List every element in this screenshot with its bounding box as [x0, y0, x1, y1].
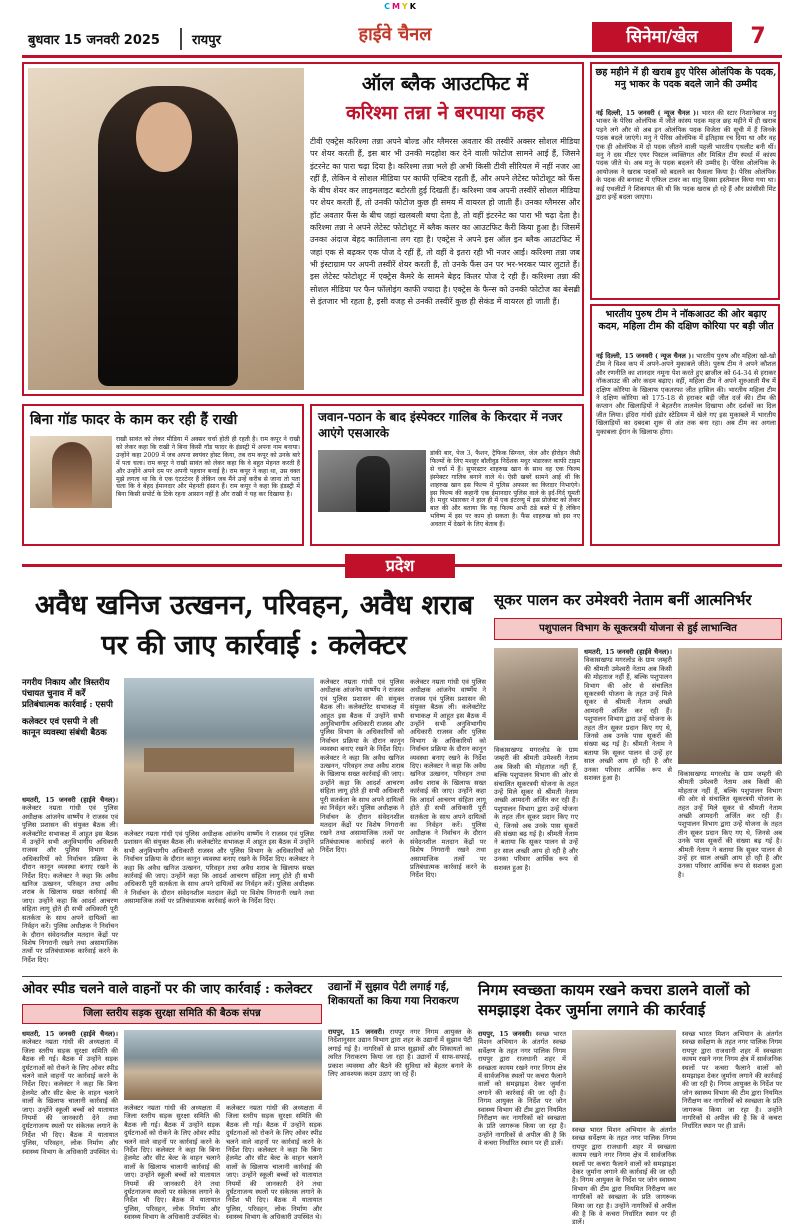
srk-body: डांकी बार, पेज 3, फैशन, ट्रैफिक सिग्नल, जेल और हीरोइन जैसी फिल्मों के लिए मशहूर बॉलीवुड निर्देशक मधुर भंडारकर काफी टाइम से चर्चा में हैं। सुपरस्टार शाहरुख खान के साथ वह एक फिल्म इंस्पेक्टर गालिब बनाने वाले थे। ऐसी खबरें सामने आई थीं कि शाहरुख खान इस फिल्म में पुलिस अफसर का किरदार निभाएंगे। इस फिल्म की कहानी एक ईमानदार पुलिस वाले के इर्द-गिर्द घूमती है। मधुर भंडारकर ने हाल ही में एक इंटरव्यू में इस प्रोजेक्ट को लेकर बात की और बताया कि यह फिल्म अभी ठंडे बस्ते में है लेकिन भविष्य में इस पर काम हो सकता है। फैंस शाहरुख को इस नए अवतार में देखने के लिए बेताब हैं। [430, 450, 580, 529]
masthead-divider [180, 28, 182, 50]
cmyk-y: Y [401, 2, 408, 11]
karishma-photo [28, 68, 304, 390]
issue-city: रायपुर [192, 33, 221, 48]
khokho-dateline: नई दिल्ली, 15 जनवरी ( न्यूज चैनल )। [596, 352, 694, 360]
nigam-dateline: रायपुर, 15 जनवरी। [478, 1030, 532, 1038]
mining-body-col4: कलेक्टर नम्रता गांधी एवं पुलिस अधीक्षक आंजनेय वार्ष्णेय ने राजस्व एवं पुलिस प्रशासन की संयुक्त बैठक ली। कलेक्टोरेट सभाकक्ष में आहूत इस बैठक में उन्होंने सभी अनुविभागीय अधिकारी राजस्व और पुलिस विभाग के अधिकारियों को निर्वाचन प्रक्रिया के दौरान कानून व्यवस्था बनाए रखने के निर्देश दिए। कलेक्टर ने कहा कि अवैध खनिज उत्खनन, परिवहन तथा अवैध शराब के खिलाफ सख्त कार्रवाई की जाए। उन्होंने कहा कि आदर्श आचरण संहिता लागू होते ही सभी अधिकारी पूरी सतर्कता के साथ अपने दायित्वों का निर्वहन करें। पुलिस अधीक्षक ने निर्वाचन के दौरान संवेदनशील मतदान केंद्रों पर विशेष निगरानी रखने तथा असामाजिक तत्वों पर प्रतिबंधात्मक कार्रवाई करने के निर्देश दिए। [410, 678, 486, 880]
udyan-body [328, 1028, 472, 1220]
medal-story [590, 62, 780, 300]
mining-bullet-2: कलेक्टर एवं एसपी ने ली कानून व्यवस्था संबंधी बैठक [22, 717, 107, 738]
lead-story [22, 62, 584, 396]
nigam-photo [572, 1030, 676, 1122]
page-number: 7 [750, 24, 766, 49]
mining-bullet-1: नगरीय निकाय और त्रिस्तरीय पंचायत चुनाव में कर्रें प्रतिबंधात्मक कार्रवाई : एसपी [22, 678, 113, 710]
mining-body-col2: कलेक्टर नम्रता गांधी एवं पुलिस अधीक्षक आंजनेय वार्ष्णेय ने राजस्व एवं पुलिस प्रशासन की संयुक्त बैठक ली। कलेक्टोरेट सभाकक्ष में आहूत इस बैठक में उन्होंने सभी अनुविभागीय अधिकारी राजस्व और पुलिस विभाग के अधिकारियों को निर्वाचन प्रक्रिया के दौरान कानून व्यवस्था बनाए रखने के निर्देश दिए। कलेक्टर ने कहा कि अवैध खनिज उत्खनन, परिवहन तथा अवैध शराब के खिलाफ सख्त कार्रवाई की जाए। उन्होंने कहा कि आदर्श आचरण संहिता लागू होते ही सभी अधिकारी पूरी सतर्कता के साथ अपने दायित्वों का निर्वहन करें। पुलिस अधीक्षक ने निर्वाचन के दौरान संवेदनशील मतदान केंद्रों पर विशेष निगरानी रखने तथा असामाजिक तत्वों पर प्रतिबंधात्मक कार्रवाई करने के निर्देश दिए। [124, 830, 314, 906]
masthead-rule [22, 55, 782, 58]
rakhi-photo [30, 436, 112, 508]
udyan-text: रायपुर नगर निगम आयुक्त के निर्देशानुसार उद्यान विभाग द्वारा शहर के उद्यानों में सुझाव पेटी लगाई गई है। नागरिकों से प्राप्त सुझावों और शिकायतों का त्वरित निराकरण किया जा रहा है। उद्यानों में साफ-सफाई, प्रकाश व्यवस्था और बैठने की सुविधा को बेहतर बनाने के लिए आवश्यक कदम उठाए जा रहे हैं। [328, 1028, 472, 1079]
mining-text: कलेक्टर नम्रता गांधी एवं पुलिस अधीक्षक आंजनेय वार्ष्णेय ने राजस्व एवं पुलिस प्रशासन की संयुक्त बैठक ली। कलेक्टोरेट सभाकक्ष में आहूत इस बैठक में उन्होंने सभी अनुविभागीय अधिकारी राजस्व और पुलिस विभाग के अधिकारियों को निर्वाचन प्रक्रिया के दौरान कानून व्यवस्था बनाए रखने के निर्देश दिए। कलेक्टर ने कहा कि अवैध खनिज उत्खनन, परिवहन तथा अवैध शराब के खिलाफ सख्त कार्रवाई की जाए। उन्होंने कहा कि आदर्श आचरण संहिता लागू होते ही सभी अधिकारी पूरी सतर्कता के साथ अपने दायित्वों का निर्वहन करें। पुलिस अधीक्षक ने निर्वाचन के दौरान संवेदनशील मतदान केंद्रों पर विशेष निगरानी रखने तथा असामाजिक तत्वों पर प्रतिबंधात्मक कार्रवाई करने के निर्देश दिए। [22, 804, 118, 964]
piggery-dateline: धमतरी, 15 जनवरी (हाईवे चैनल)। [584, 648, 672, 656]
khokho-body [596, 352, 776, 542]
meeting-table [144, 748, 294, 772]
medal-body [596, 109, 776, 297]
speed-text: कलेक्टर नम्रता गांधी की अध्यक्षता में जिला स्तरीय सड़क सुरक्षा समिति की बैठक ली गई। बैठक में उन्होंने सड़क दुर्घटनाओं को रोकने के लिए ओवर स्पीड चलने वाले वाहनों पर कार्रवाई करने के निर्देश दिए। कलेक्टर ने कहा कि बिना हेलमेट और सीट बेल्ट के वाहन चलाने वालों के खिलाफ चालानी कार्रवाई की जाए। उन्होंने स्कूली बच्चों को यातायात नियमों की जानकारी देने तथा दुर्घटनाजन्य स्थलों पर संकेतक लगाने के निर्देश भी दिए। बैठक में यातायात पुलिस, परिवहन, लोक निर्माण और स्वास्थ्य विभाग के अधिकारी उपस्थित थे। [22, 1038, 118, 1156]
piggery-photo-2 [678, 648, 782, 764]
udyan-headline: उद्यानों में सुझाव पेटी लगाई गई, शिकायतों का किया गया निराकरण [328, 981, 459, 1007]
speed-body-col2: कलेक्टर नम्रता गांधी की अध्यक्षता में जिला स्तरीय सड़क सुरक्षा समिति की बैठक ली गई। बैठक में उन्होंने सड़क दुर्घटनाओं को रोकने के लिए ओवर स्पीड चलने वाले वाहनों पर कार्रवाई करने के निर्देश दिए। कलेक्टर ने कहा कि बिना हेलमेट और सीट बेल्ट के वाहन चलाने वालों के खिलाफ चालानी कार्रवाई की जाए। उन्होंने स्कूली बच्चों को यातायात नियमों की जानकारी देने तथा दुर्घटनाजन्य स्थलों पर संकेतक लगाने के निर्देश भी दिए। बैठक में यातायात पुलिस, परिवहन, लोक निर्माण और स्वास्थ्य विभाग के अधिकारी उपस्थित थे। [124, 1104, 220, 1222]
lead-headline [310, 70, 580, 132]
piggery-subhead: पशुपालन विभाग के सूकरत्रयी योजना से हुई लाभान्वित [494, 618, 782, 640]
speed-meeting-photo [124, 1030, 322, 1100]
section-title: सिनेमा/खेल [592, 22, 732, 52]
nigam-body-col1 [478, 1030, 566, 1220]
srk-story [310, 404, 584, 546]
piggery-body-col2: विकासखण्ड मगरलोड के ग्राम जम्हरी की श्रीमती उमेश्वरी नेताम अब किसी की मोहताज नहीं हैं, बल्कि पशुपालन विभाग की ओर से संचालित सूकरत्रयी योजना के तहत उन्हें मिले सूकर से श्रीमती नेताम अच्छी आमदनी अर्जित कर रही हैं। पशुपालन विभाग द्वारा उन्हें योजना के तहत तीन सूकर प्रदान किए गए थे, जिनसे अब उनके पास सूकरों की संख्या बढ़ गई है। श्रीमती नेताम ने बताया कि सूकर पालन से उन्हें हर साल अच्छी आय हो रही है और उनका परिवार आर्थिक रूप से सशक्त हुआ है। [678, 770, 782, 879]
mining-body-col3: कलेक्टर नम्रता गांधी एवं पुलिस अधीक्षक आंजनेय वार्ष्णेय ने राजस्व एवं पुलिस प्रशासन की संयुक्त बैठक ली। कलेक्टोरेट सभाकक्ष में आहूत इस बैठक में उन्होंने सभी अनुविभागीय अधिकारी राजस्व और पुलिस विभाग के अधिकारियों को निर्वाचन प्रक्रिया के दौरान कानून व्यवस्था बनाए रखने के निर्देश दिए। कलेक्टर ने कहा कि अवैध खनिज उत्खनन, परिवहन तथा अवैध शराब के खिलाफ सख्त कार्रवाई की जाए। उन्होंने कहा कि आदर्श आचरण संहिता लागू होते ही सभी अधिकारी पूरी सतर्कता के साथ अपने दायित्वों का निर्वहन करें। पुलिस अधीक्षक ने निर्वाचन के दौरान संवेदनशील मतदान केंद्रों पर विशेष निगरानी रखने तथा असामाजिक तत्वों पर प्रतिबंधात्मक कार्रवाई करने के निर्देश दिए। [320, 678, 404, 855]
piggery-headline: सूकर पालन कर उमेश्वरी नेताम बनीं आत्मनिर्भर [494, 591, 752, 609]
lead-headline-line-2: करिश्मा तन्ना ने बरपाया कहर [346, 102, 544, 124]
figure-face [136, 102, 192, 172]
piggery-photo-1 [494, 648, 578, 740]
piggery-body-col0: विकासखण्ड मगरलोड के ग्राम जम्हरी की श्रीमती उमेश्वरी नेताम अब किसी की मोहताज नहीं हैं, बल्कि पशुपालन विभाग की ओर से संचालित सूकरत्रयी योजना के तहत उन्हें मिले सूकर से श्रीमती नेताम अच्छी आमदनी अर्जित कर रही हैं। पशुपालन विभाग द्वारा उन्हें योजना के तहत तीन सूकर प्रदान किए गए थे, जिनसे अब उनके पास सूकरों की संख्या बढ़ गई है। श्रीमती नेताम ने बताया कि सूकर पालन से उन्हें हर साल अच्छी आय हो रही है और उनका परिवार आर्थिक रूप से सशक्त हुआ है। [494, 746, 578, 872]
cmyk-k: K [409, 2, 416, 11]
cmyk-m: M [391, 2, 400, 11]
speed-headline: ओवर स्पीड चलने वाले वाहनों पर की जाए कार्रवाई : कलेक्टर [22, 982, 313, 997]
mining-meeting-photo [124, 678, 314, 824]
speed-subhead: जिला स्तरीय सड़क सुरक्षा समिति की बैठक संपन्न [22, 1004, 322, 1024]
piggery-text: विकासखण्ड मगरलोड के ग्राम जम्हरी की श्रीमती उमेश्वरी नेताम अब किसी की मोहताज नहीं हैं, बल्कि पशुपालन विभाग की ओर से संचालित सूकरत्रयी योजना के तहत उन्हें मिले सूकर से श्रीमती नेताम अच्छी आमदनी अर्जित कर रही हैं। पशुपालन विभाग द्वारा उन्हें योजना के तहत तीन सूकर प्रदान किए गए थे, जिनसे अब उनके पास सूकरों की संख्या बढ़ गई है। श्रीमती नेताम ने बताया कि सूकर पालन से उन्हें हर साल अच्छी आय हो रही है और उनका परिवार आर्थिक रूप से सशक्त हुआ है। [584, 656, 672, 783]
nigam-body-col2: स्वच्छ भारत मिशन अभियान के अंतर्गत स्वच्छ सर्वेक्षण के तहत नगर पालिक निगम रायपुर द्वारा राजधानी शहर में स्वच्छता कायम रखने नगर निगम क्षेत्र में सार्वजनिक स्थलों पर कचरा फैलाने वालों को समझाइश देकर जुर्माना लगाने की कार्रवाई की जा रही है। निगम आयुक्त के निर्देश पर जोन स्वास्थ्य विभाग की टीम द्वारा नियमित निरीक्षण कर नागरिकों को स्वच्छता के प्रति जागरूक किया जा रहा है। उन्होंने नागरिकों से अपील की है कि वे कचरा निर्धारित स्थान पर ही डालें। [572, 1126, 676, 1227]
section-band: प्रदेश [345, 554, 455, 578]
nigam-body-col3: स्वच्छ भारत मिशन अभियान के अंतर्गत स्वच्छ सर्वेक्षण के तहत नगर पालिक निगम रायपुर द्वारा राजधानी शहर में स्वच्छता कायम रखने नगर निगम क्षेत्र में सार्वजनिक स्थलों पर कचरा फैलाने वालों को समझाइश देकर जुर्माना लगाने की कार्रवाई की जा रही है। निगम आयुक्त के निर्देश पर जोन स्वास्थ्य विभाग की टीम द्वारा नियमित निरीक्षण कर नागरिकों को स्वच्छता के प्रति जागरूक किया जा रहा है। उन्होंने नागरिकों से अपील की है कि वे कचरा निर्धारित स्थान पर ही डालें। [682, 1030, 782, 1131]
nigam-text: स्वच्छ भारत मिशन अभियान के अंतर्गत स्वच्छ सर्वेक्षण के तहत नगर पालिक निगम रायपुर द्वारा राजधानी शहर में स्वच्छता कायम रखने नगर निगम क्षेत्र में सार्वजनिक स्थलों पर कचरा फैलाने वालों को समझाइश देकर जुर्माना लगाने की कार्रवाई की जा रही है। निगम आयुक्त के निर्देश पर जोन स्वास्थ्य विभाग की टीम द्वारा नियमित निरीक्षण कर नागरिकों को स्वच्छता के प्रति जागरूक किया जा रहा है। उन्होंने नागरिकों से अपील की है कि वे कचरा निर्धारित स्थान पर ही डालें। [478, 1030, 566, 1148]
mining-body-col1 [22, 796, 118, 972]
speed-body-col3: कलेक्टर नम्रता गांधी की अध्यक्षता में जिला स्तरीय सड़क सुरक्षा समिति की बैठक ली गई। बैठक में उन्होंने सड़क दुर्घटनाओं को रोकने के लिए ओवर स्पीड चलने वाले वाहनों पर कार्रवाई करने के निर्देश दिए। कलेक्टर ने कहा कि बिना हेलमेट और सीट बेल्ट के वाहन चलाने वालों के खिलाफ चालानी कार्रवाई की जाए। उन्होंने स्कूली बच्चों को यातायात नियमों की जानकारी देने तथा दुर्घटनाजन्य स्थलों पर संकेतक लगाने के निर्देश भी दिए। बैठक में यातायात पुलिस, परिवहन, लोक निर्माण और स्वास्थ्य विभाग के अधिकारी उपस्थित थे। [226, 1104, 322, 1222]
udyan-dateline: रायपुर, 15 जनवरी। [328, 1028, 385, 1036]
khokho-text: भारतीय पुरुष और महिला खो-खो टीम ने विश्व कप में अपने-अपने मुकाबले जीते। पुरुष टीम ने अपने कौशल और रणनीति का शानदार नमूना पेश करते हुए ब्राजील को 64-34 से हराकर नॉकआउट की ओर कदम बढ़ाए। वहीं, महिला टीम ने अपने शुरुआती मैच में दक्षिण कोरिया के खिलाफ एकतरफा जीत हासिल की। भारतीय महिला टीम ने दक्षिण कोरिया को 175-18 से हराकर बड़ी जीत दर्ज की। टीम की कप्तान और खिलाड़ियों ने बेहतरीन तालमेल दिखाया और दर्शकों का दिल जीत लिया। इंदिरा गांधी इंडोर स्टेडियम में खेले गए इस मुकाबले में भारतीय खिलाड़ियों का दबदबा शुरू से अंत तक बना रहा। अब टीम का अगला मुकाबला ईरान के खिलाफ होगा। [596, 352, 777, 436]
mining-headline: अवैध खनिज उत्खनन, परिवहन, अवैध शराब पर की जाए कार्रवाई : कलेक्टर [34, 590, 474, 661]
khokho-headline: भारतीय पुरुष टीम ने नॉकआउट की ओर बढ़ाए कदम, महिला टीम की दक्षिण कोरिया पर बड़ी जीत [598, 309, 774, 332]
srk-headline: जवान-पठान के बाद इंस्पेक्टर गालिब के किरदार में नजर आएंगे एसआरके [318, 410, 563, 440]
lead-headline-line-1: ऑल ब्लैक आउटफिट में [361, 73, 529, 95]
cmyk-c: C [384, 2, 390, 11]
srk-photo [318, 450, 426, 512]
mining-dateline: धमतरी, 15 जनवरी (हाईवे चैनल)। [22, 796, 118, 804]
lead-body: टीवी एक्ट्रेस करिश्मा तन्ना अपने बोल्ड और ग्लैमरस अवतार की तस्वीरें अक्सर सोशल मीडिया पर शेयर करती हैं, इस बार भी उनकी मदहोश कर देने वाली फोटोज सामने आई हैं, जिसने इंटरनेट का पारा चढ़ा दिया है। करिश्मा तन्ना भले ही अभी किसी टीवी सीरियल में नहीं नजर आ रहीं हैं, लेकिन वे सोशल मीडिया पर काफी एक्टिव रहती हैं, और अपने लेटेस्ट फोटोशूट को फैंस के बीच शेयर कर लाइमलाइट बटोरती हुई दिखती हैं। करिश्मा जब अपनी तस्वीरें सोशल मीडिया पर शेयर करती हैं, तो उनकी फोटोज कुछ ही समय में वायरल हो जाती हैं। उनका ग्लैमरस और हॉट अवतार फैंस के बीच जहां खलबली बचा देता है, तो वहीं इंटरनेट का पारा भी चढ़ा देता है। करिश्मा तन्ना ने अपने लेटेस्ट फोटोशूट में ब्लैक कलर का आउटफिट कैरी किया हुआ है। जिसमें उनका अंदाज बेहद कातिलाना लग रहा है। एक्ट्रेस ने अपने इस ऑल इन ब्लैक आउटफिट में जहां एक से बढ़कर एक पोज दे रहीं हैं, तो वहीं वे इतरा रही भी नजर आई। करिश्मा तन्ना जब भी इंस्टाग्राम पर अपनी तस्वीरें शेयर करती हैं, तो उनके फैंस उन पर भर-भरकर प्यार लुटाते हैं। इस लेटेस्ट फोटोशूट में एक्ट्रेस कैमरे के सामने बेहद किलर पोज दे रही हैं। करिश्मा तन्ना की सोशल मीडिया पर फैन फॉलोइंग काफी ज्यादा है। एक्ट्रेस के फैन्स को उनकी फोटोज का बेसब्री से इंतजार भी रहता है, इसी वजह से उनकी तस्वीरें कुछ ही सेकंड में वायरल हो जाती हैं। [310, 137, 580, 306]
rakhi-figure [52, 442, 92, 508]
rakhi-headline: बिना गॉड फादर के काम कर रही हैं राखी [30, 412, 238, 428]
lower-rule [22, 976, 782, 977]
khokho-story [590, 304, 780, 546]
srk-figure [356, 456, 390, 512]
speed-body-col1 [22, 1030, 118, 1220]
nigam-headline: निगम स्वच्छता कायम रखने कचरा डालने वालों को समझाइश देकर जुर्माना लगाने की कार्रवाई [478, 981, 750, 1019]
rakhi-story [22, 404, 304, 546]
mining-bullets [22, 678, 118, 790]
cmyk-registration [370, 2, 430, 12]
piggery-body-col1 [584, 648, 672, 972]
speed-dateline: धमतरी, 15 जनवरी (हाईवे चैनल)। [22, 1030, 118, 1038]
issue-date: बुधवार 15 जनवरी 2025 [28, 33, 160, 48]
medal-text: भारत की स्टार निशानेबाज मनु भाकर के पेरिस ओलंपिक में जीते कांस्य पदक महज छह महीने में ही खराब पड़ने लगे और वो अब इन ओलंपिक पदक विजेता की सूची में हैं जिनके पदक बदले जाएंगे। मनु ने पेरिस ओलंपिक में इतिहास रच दिया था और वह एक ही ओलंपिक में दो पदक जीतने वाली पहली भारतीय एथलीट बनी थीं। मनु ने दस मीटर एयर पिस्टल व्यक्तिगत और मिश्रित टीम स्पर्धा में कांस्य पदक जीते थे। अब मनु के पदक बदलने की उम्मीद है। पेरिस ओलंपिक के आयोजक ने खराब पदकों को बदलने का फैसला किया है। पेरिस ओलंपिक के पदक की बनावट में एफिल टावर का धातु हिस्सा इस्तेमाल किया गया था। कई एथलीटों ने शिकायत की थी कि पदक खराब हो रहे हैं और फ्रांसीसी मिंट द्वारा इन्हें बदला जाएगा। [596, 109, 776, 202]
rakhi-body: राखी सावंत को लेकर मीडिया में अक्सर चर्चा होती ही रहती है। राम कपूर ने राखी को लेकर कहा कि राखी ने बिना किसी गॉड फादर के इंडस्ट्री में अपना नाम बनाया। उन्होंने कहा 2009 में जब अपना स्वयंवर होस्ट किया, तब राम कपूर को उनके बारे में पता चला। राम कपूर ने राखी सावंत को लेकर कहा कि वे बहुत मेहनत करती हैं और उन्होंने अपने दम पर अपनी पहचान बनाई है। राम कपूर ने कहा था, उस वक्त मुझे लगता था कि वे एक एंटरटेनर हैं लेकिन जब मैंने उन्हें करीब से जाना तो पता चला कि वे बेहद ईमानदार और मेहनती इंसान हैं। राम कपूर ने कहा कि इंडस्ट्री में बिना किसी सपोर्ट के टिके रहना आसान नहीं है और राखी ने यह कर दिखाया है। [116, 436, 300, 499]
medal-headline: छह महीने में ही खराब हुए पेरिस ओलंपिक के पदक, मनु भाकर के पदक बदले जाने की उम्मीद [595, 67, 777, 90]
medal-dateline: नई दिल्ली, 15 जनवरी ( न्यूज चैनल )। [596, 109, 699, 117]
brand-logo: हाईवे चैनल [358, 24, 432, 45]
